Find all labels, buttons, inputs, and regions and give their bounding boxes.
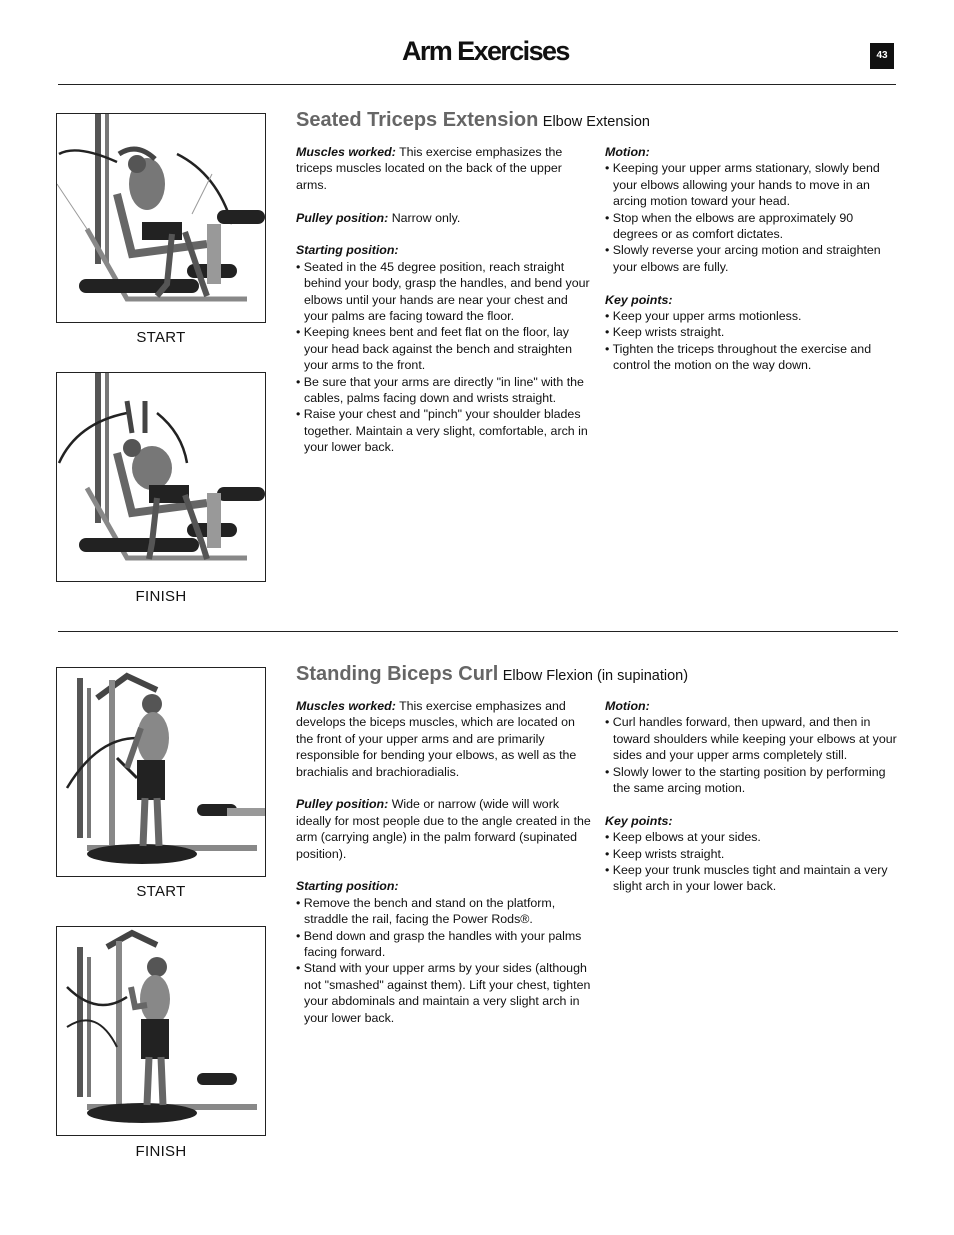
list-item: • Slowly lower to the starting position by performing the same arcing motion. [605,764,901,797]
list-item: • Keeping your upper arms stationary, slowly bend your elbows allowing your hands to move in an arcing motion toward your head. [605,160,901,209]
section-divider [58,631,898,632]
key-points-label: Key points: [605,292,673,307]
exercise-subtitle: Elbow Flexion (in supination) [502,668,689,684]
page-title: Arm Exercises [402,36,569,66]
triceps-start-caption: START [136,329,186,346]
biceps-finish-caption: FINISH [135,1143,187,1160]
header-rule [58,84,896,85]
list-item: • Keeping knees bent and feet flat on the floor, lay your head back against the bench and straighten your arms to the front. [296,324,592,373]
starting-position-label: Starting position: [296,879,399,894]
biceps-start-photo [56,667,266,877]
triceps-right-column [605,144,901,374]
list-item: • Stop when the elbows are approximately 90 degrees or as comfort dictates. [605,210,901,243]
exercise-subtitle: Elbow Extension [542,114,650,130]
list-item: • Seated in the 45 degree position, reach straight behind your body, grasp the handles, and bend your elbows until your hands are near your chest and your palms are facing toward the floor. [296,259,592,325]
list-item: • Keep wrists straight. [605,846,901,862]
triceps-finish-caption: FINISH [135,588,187,605]
starting-position-list [296,259,592,456]
list-item: • Bend down and grasp the handles with your palms facing forward. [296,928,592,961]
list-item: • Slowly reverse your arcing motion and straighten your elbows are fully. [605,242,901,275]
biceps-right-column [605,698,901,895]
list-item: • Keep your upper arms motionless. [605,308,901,324]
biceps-finish-photo [56,926,266,1136]
key-points-label: Key points: [605,813,673,828]
triceps-heading [296,109,650,132]
triceps-left-column [296,144,592,456]
motion-list [605,714,901,796]
list-item: • Keep your trunk muscles tight and maintain a very slight arch in your lower back. [605,862,901,895]
motion-label: Motion: [605,145,650,159]
key-points-list [605,829,901,895]
triceps-finish-photo [56,372,266,582]
starting-position-label: Starting position: [296,243,399,258]
muscles-worked: Muscles worked: This exercise emphasizes and develops the biceps muscles, which are located on the front of your upper arms and are primarily responsible for bending your elbows, as well as the brachialis and brachioradialis. [296,699,577,779]
list-item: • Curl handles forward, then upward, and then in toward shoulders while keeping your elbows at your sides and your upper arms completely still. [605,714,901,763]
list-item: • Remove the bench and stand on the platform, straddle the rail, facing the Power Rods®. [296,895,592,928]
motion-label: Motion: [605,699,650,713]
list-item: • Raise your chest and "pinch" your shoulder blades together. Maintain a very slight, comfortable, arch in your lower back. [296,406,592,455]
biceps-start-caption: START [136,883,186,900]
biceps-left-column [296,698,592,1026]
motion-list [605,160,901,275]
muscles-worked: Muscles worked: This exercise emphasizes the triceps muscles located on the back of the upper arms. [296,145,563,192]
page-number-badge: 43 [870,43,894,69]
exercise-name: Standing Biceps Curl [296,663,499,685]
list-item: • Stand with your upper arms by your sides (although not "smashed" against them). Lift your chest, tighten your abdominals and maintain a very slight arch in your lower back. [296,960,592,1026]
starting-position-list [296,895,592,1026]
list-item: • Tighten the triceps throughout the exercise and control the motion on the way down. [605,341,901,374]
pulley-position: Pulley position: Narrow only. [296,210,461,225]
list-item: • Be sure that your arms are directly "in line" with the cables, palms facing down and wrists straight. [296,374,592,407]
pulley-position: Pulley position: Wide or narrow (wide will work ideally for most people due to the angle created in the arm (carrying angle) in the palm forward (supinated position). [296,797,591,861]
biceps-heading [296,663,688,686]
list-item: • Keep elbows at your sides. [605,829,901,845]
list-item: • Keep wrists straight. [605,324,901,340]
key-points-list [605,308,901,374]
exercise-name: Seated Triceps Extension [296,109,539,131]
triceps-start-photo [56,113,266,323]
